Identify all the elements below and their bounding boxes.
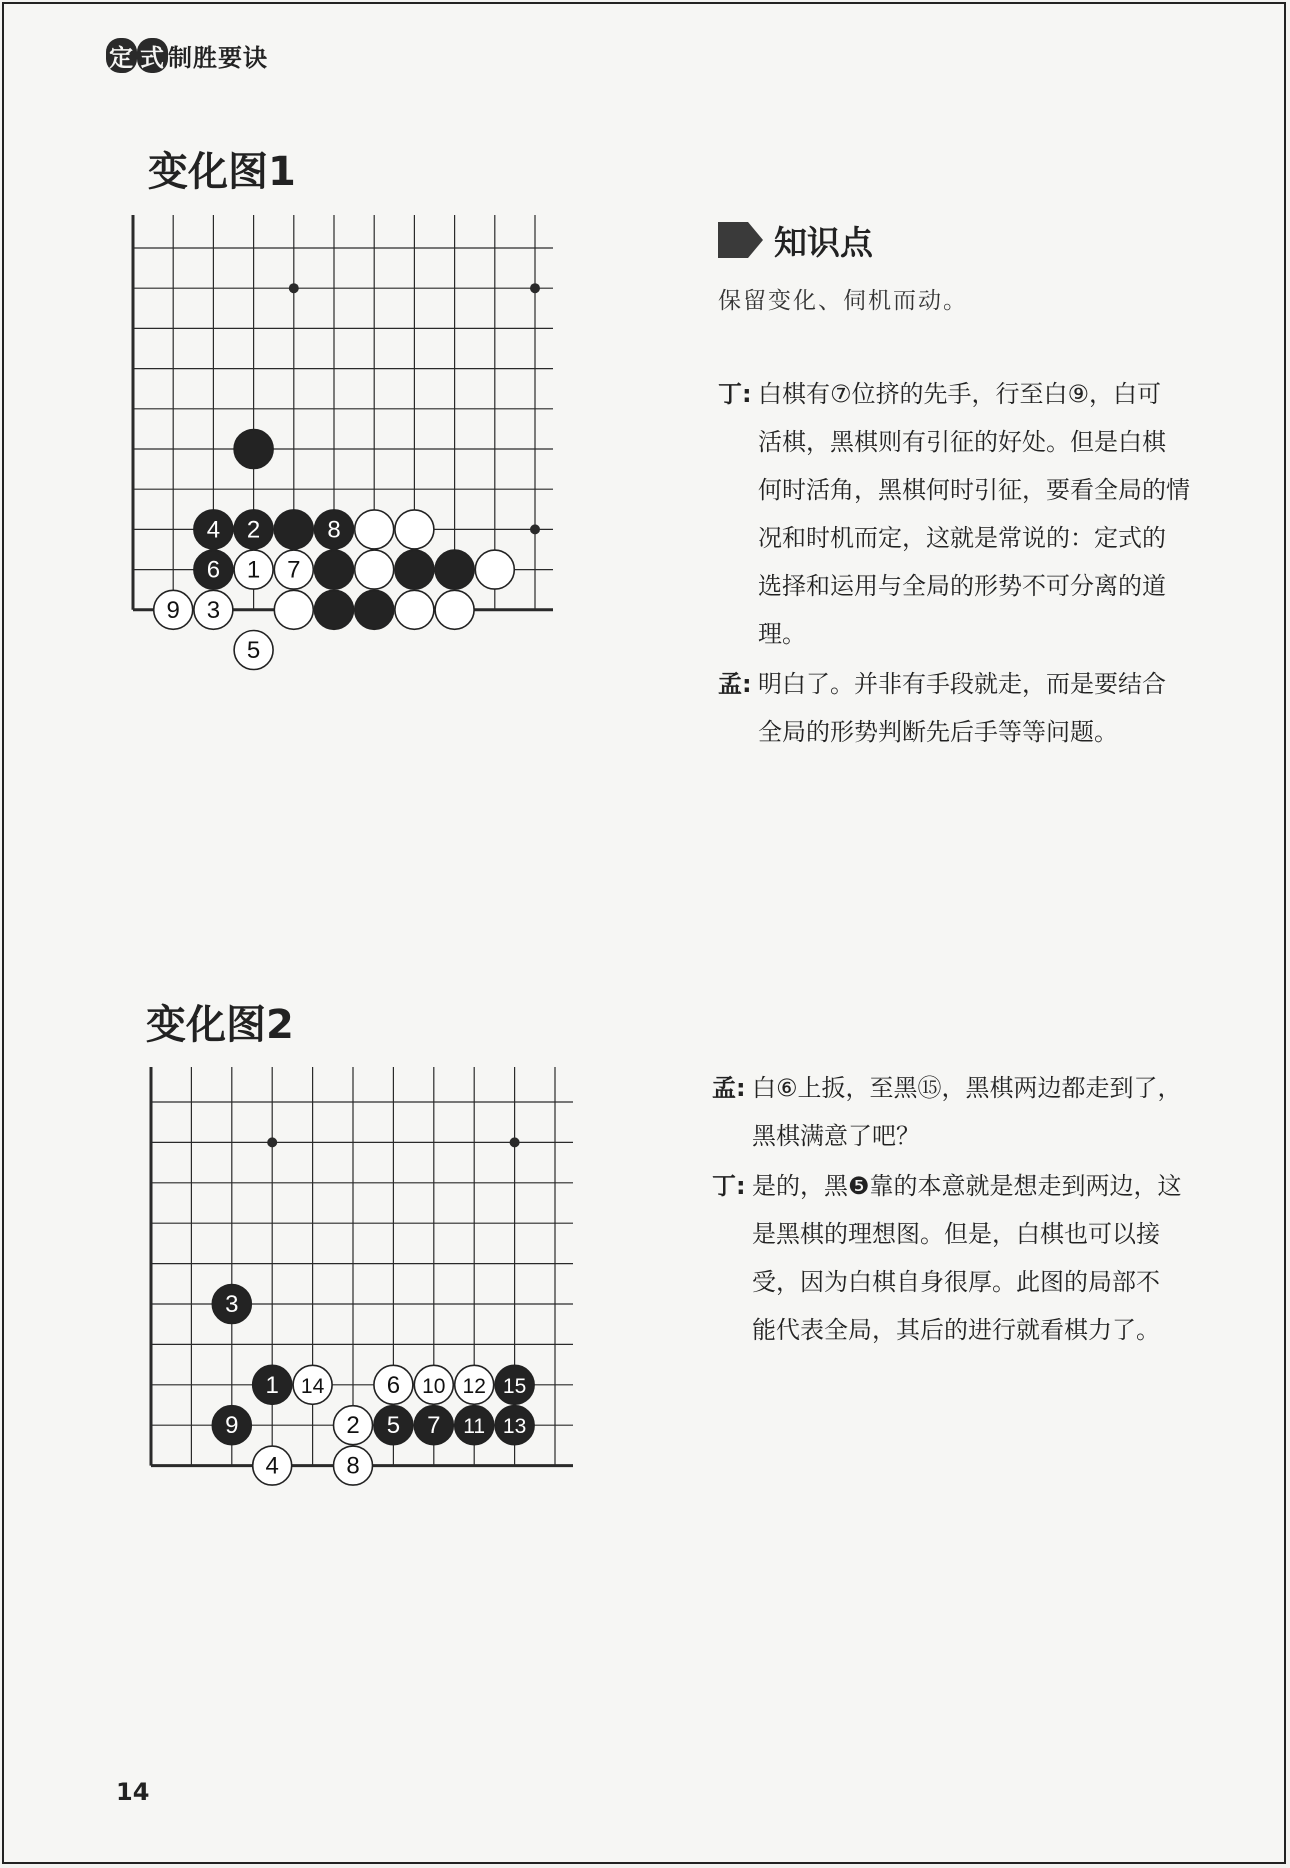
black-stone: [315, 510, 354, 549]
dialog-1: [718, 370, 1238, 758]
white-stone: [194, 590, 233, 629]
white-stone: [395, 510, 434, 549]
black-stone: [315, 550, 354, 589]
dialog-line: 全局的形势判断先后手等等问题。: [758, 718, 1118, 746]
dialog-line: 况和时机而定，这就是常说的：定式的: [758, 524, 1166, 552]
black-stone: [212, 1285, 251, 1324]
black-stone: [212, 1406, 251, 1445]
black-stone-label: 7: [427, 1412, 441, 1440]
header-mark-2: 式: [137, 38, 168, 73]
black-stone: [274, 510, 313, 549]
black-stone-label: 11: [463, 1415, 486, 1439]
diagram1-title: 变化图1: [148, 149, 296, 195]
white-stone: [293, 1365, 332, 1404]
speaker-label: 丁:: [712, 1172, 746, 1200]
dialog-line: 能代表全局，其后的进行就看棋力了。: [752, 1316, 1160, 1344]
dialog-2: [712, 1064, 1232, 1356]
white-stone-label: 10: [422, 1374, 446, 1398]
diagram2-title: 变化图2: [146, 1002, 294, 1048]
black-stone: [194, 550, 233, 589]
white-stone-label: 3: [206, 596, 221, 624]
star-point: [530, 283, 540, 293]
dialog-line: 选择和运用与全局的形势不可分离的道: [758, 572, 1166, 600]
knowledge-heading-label: 知识点: [774, 222, 873, 262]
knowledge-text: 保留变化、伺机而动。: [718, 288, 968, 314]
speaker-label: 丁:: [718, 380, 752, 408]
dialog-line: 是的，黑❺靠的本意就是想走到两边，这: [752, 1172, 1182, 1200]
dialog-paragraph: [712, 1064, 1232, 1160]
dialog-line: 黑棋满意了吧？: [752, 1122, 920, 1150]
white-stone: [274, 590, 313, 629]
dialog-paragraph: [712, 1162, 1232, 1354]
star-point: [289, 283, 299, 293]
knowledge-heading: [718, 218, 873, 262]
dialog-line: 白棋有⑦位挤的先手，行至白⑨，白可: [758, 380, 1162, 408]
white-stone-label: 7: [287, 556, 301, 584]
go-board-1: [130, 215, 675, 690]
white-stone: [253, 1446, 292, 1485]
white-stone-label: 2: [346, 1412, 360, 1440]
white-stone-label: 6: [386, 1371, 401, 1399]
white-stone-label: 9: [166, 596, 180, 624]
stones: [212, 1285, 534, 1486]
dialog-line: 受，因为白棋自身很厚。此图的局部不: [752, 1268, 1160, 1296]
black-stone: [374, 1406, 413, 1445]
black-stone-label: 13: [502, 1415, 527, 1439]
black-stone: [495, 1365, 534, 1404]
dialog-paragraph: [718, 660, 1238, 756]
white-stone-label: 8: [346, 1452, 360, 1480]
white-stone-label: 4: [265, 1452, 279, 1480]
black-stone-label: 15: [502, 1374, 527, 1398]
header-title: 制胜要诀: [168, 43, 268, 72]
speaker-label: 孟:: [712, 1074, 746, 1102]
white-stone-label: 5: [246, 637, 261, 664]
dialog-line: 白⑥上扳，至黑⑮，黑棋两边都走到了，: [752, 1074, 1182, 1102]
black-stone-label: 9: [225, 1412, 239, 1440]
black-stone-label: 8: [327, 516, 341, 544]
black-stone: [395, 550, 434, 589]
dialog-line: 是黑棋的理想图。但是，白棋也可以接: [752, 1220, 1160, 1248]
dialog-line: 活棋，黑棋则有引征的好处。但是白棋: [758, 428, 1166, 456]
page-number: 14: [116, 1778, 150, 1806]
white-stone: [355, 550, 394, 589]
running-header: [106, 38, 268, 73]
white-stone-label: 14: [300, 1374, 325, 1398]
dialog-line: 理。: [758, 620, 806, 648]
black-stone-label: 4: [206, 516, 221, 544]
black-stone: [455, 1406, 494, 1445]
black-stone: [315, 590, 354, 629]
black-stone: [355, 590, 394, 629]
white-stone: [274, 550, 313, 589]
go-board-2-svg: [124, 1067, 674, 1537]
white-stone-label: 12: [462, 1374, 486, 1398]
white-stone: [455, 1365, 494, 1404]
white-stone: [475, 550, 514, 589]
go-board-1-svg: [130, 215, 675, 690]
dialog-line: 何时活角，黑棋何时引征，要看全局的情: [758, 476, 1190, 504]
speaker-label: 孟:: [718, 670, 752, 698]
white-stone: [355, 510, 394, 549]
white-stone: [414, 1365, 453, 1404]
black-stone: [234, 430, 273, 469]
white-stone: [334, 1446, 373, 1485]
white-stone: [154, 590, 193, 629]
star-point: [510, 1137, 520, 1147]
black-stone: [194, 510, 233, 549]
black-stone-label: 6: [206, 556, 221, 584]
white-stone: [374, 1365, 413, 1404]
dialog-paragraph: [718, 370, 1238, 658]
white-stone: [334, 1406, 373, 1445]
white-stone: [395, 590, 434, 629]
black-stone: [435, 550, 474, 589]
black-stone: [253, 1365, 292, 1404]
black-stone: [495, 1406, 534, 1445]
black-stone: [234, 510, 273, 549]
white-stone: [234, 550, 273, 589]
star-point: [267, 1137, 277, 1147]
black-stone-label: 3: [225, 1291, 239, 1318]
black-stone-label: 5: [386, 1412, 401, 1440]
black-stone: [414, 1406, 453, 1445]
white-stone: [234, 631, 273, 670]
white-stone: [435, 590, 474, 629]
go-board-2: [124, 1067, 674, 1537]
pointer-arrow-icon: [718, 220, 764, 260]
white-stone-label: 1: [246, 556, 261, 584]
black-stone-label: 2: [246, 516, 261, 544]
header-mark-1: 定: [106, 38, 137, 73]
black-stone-label: 1: [265, 1371, 279, 1399]
star-point: [530, 524, 540, 534]
dialog-line: 明白了。并非有手段就走，而是要结合: [758, 670, 1166, 698]
